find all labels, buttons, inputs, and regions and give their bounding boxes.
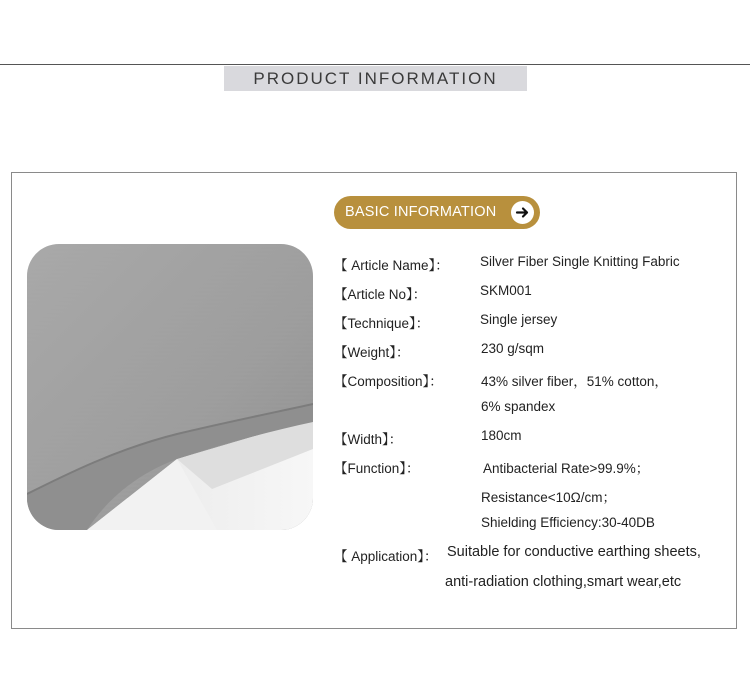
article-name-value: Silver Fiber Single Knitting Fabric: [480, 254, 680, 269]
application-value-line1: Suitable for conductive earthing sheets,: [447, 544, 701, 560]
badge-label: BASIC INFORMATION: [345, 204, 497, 220]
application-label: 【 Application】：: [334, 549, 438, 564]
fabric-photo: [27, 244, 313, 530]
function-value-line3: Shielding Efficiency:30-40DB: [481, 515, 655, 530]
function-label: 【Function】：: [334, 461, 420, 476]
composition-value-line1: 43% silver fiber，51% cotton，: [481, 374, 668, 389]
function-value-line2: Resistance<10Ω/cm；: [481, 490, 617, 505]
width-value: 180cm: [481, 428, 522, 443]
article-name-label: 【 Article Name】：: [334, 258, 449, 273]
application-value-line2: anti-radiation clothing,smart wear,etc: [445, 574, 682, 590]
weight-value: 230 g/sqm: [481, 341, 545, 356]
top-divider: [0, 64, 750, 65]
article-no-label: 【Article No】：: [334, 287, 427, 302]
arrow-right-icon: [511, 201, 534, 224]
section-title: PRODUCT INFORMATION: [224, 66, 527, 91]
technique-label: 【Technique】：: [334, 316, 430, 331]
weight-label: 【Weight】：: [334, 345, 410, 360]
composition-label: 【Composition】：: [334, 374, 443, 389]
article-no-value: SKM001: [480, 283, 532, 298]
technique-value: Single jersey: [480, 312, 558, 327]
width-label: 【Width】：: [334, 432, 403, 447]
composition-value-line2: 6% spandex: [481, 399, 556, 414]
basic-information-badge: [334, 196, 540, 229]
function-value-line1: Antibacterial Rate>99.9%；: [483, 461, 650, 476]
